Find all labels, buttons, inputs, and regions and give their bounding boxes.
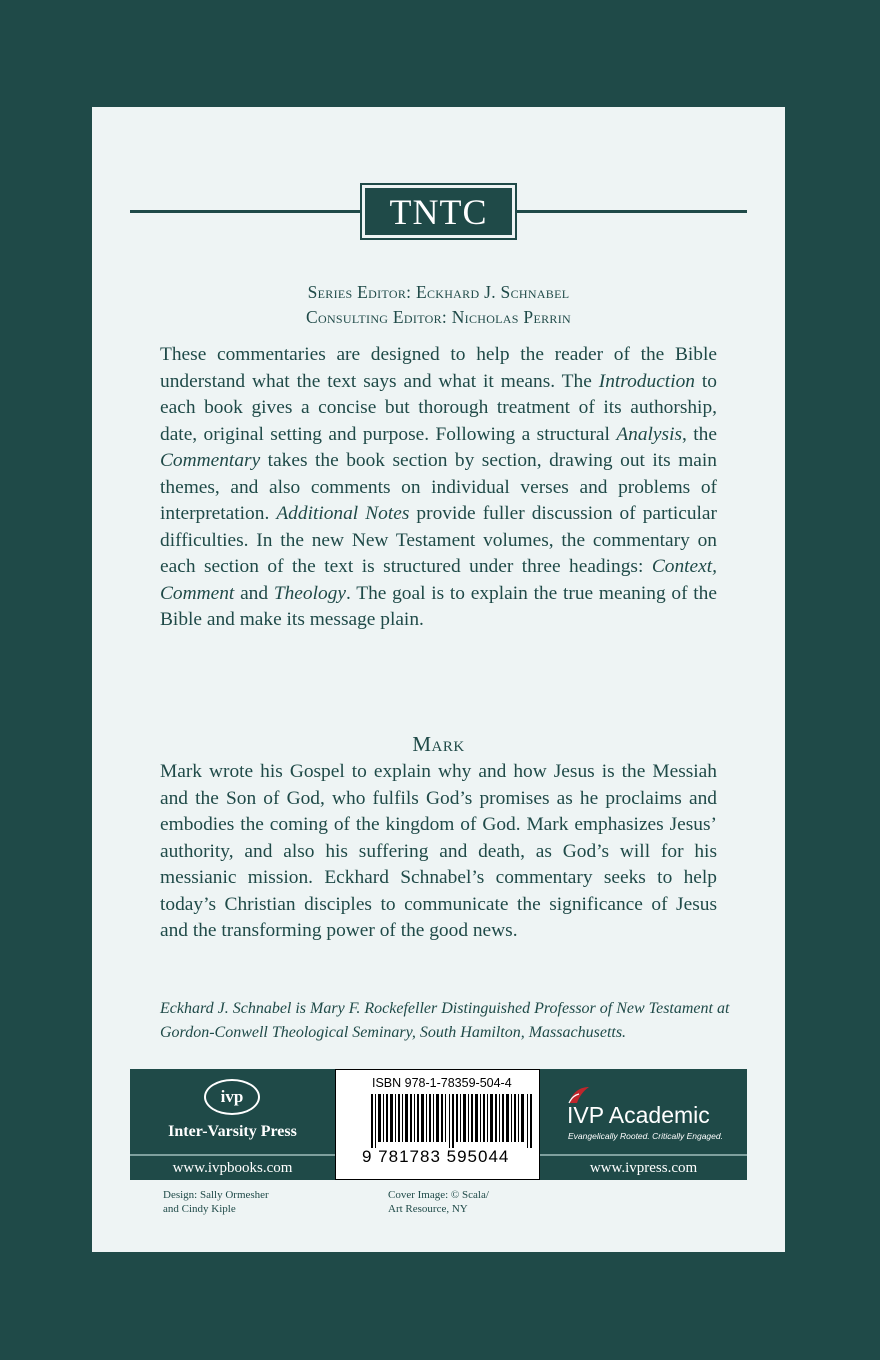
description-emphasis: Additional Notes [276,503,410,524]
description-text: and [234,582,274,604]
design-credit-line: Design: Sally Ormesher [163,1189,269,1201]
header-rule-right [517,210,747,213]
barcode-number: 9 781783 595044 [362,1147,510,1166]
book-blurb: Mark wrote his Gospel to explain why and how Jesus is the Messiah and the Son of God, who fulfils God’s promises as he proclaims and embodies the coming of the kingdom of God. Mark emphasizes Jesus’ authority, and also his suffering and death, as God’s will for his messianic mission. Eckhard Schnabel’s commentary seeks to help today’s Christian disciples to communicate the significance of Jesus and the transforming power of the good news. [160,761,717,941]
cover-credit-line: Cover Image: © Scala/ [388,1189,489,1201]
series-badge [360,183,517,240]
description-emphasis: Theology [273,582,346,604]
description-text: These commentaries are designed to help the reader of the Bible understand what the text says and what it means. The [160,344,717,392]
header-rule-left [130,210,360,213]
description-text: to each book gives a concise but thorough treatment of its authorship, date, original setting and purpose. Following a structural [160,370,717,445]
description-emphasis: Introduction [598,370,695,392]
description-text: , the [682,423,717,445]
design-credit [163,1188,269,1216]
series-editor: Series Editor: Eckhard J. Schnabel [307,282,570,302]
ivp-publisher-name: Inter-Varsity Press [168,1123,297,1140]
description-text: provide fuller discussion of particular difficulties. In the new New Testament volumes, the commentary on each section of the text is structured under three headings: [160,503,718,577]
ivp-logo-icon: ivp [204,1079,260,1115]
book-heading: Mark [412,732,465,756]
description-text: . The goal is to explain the true meaning of the Bible and make its message plain. [160,582,717,630]
description-text: takes the book section by section, drawing out its main themes, and also comments on individual verses and problems of interpretation. [160,450,717,524]
description-emphasis: Analysis [616,423,683,445]
ivp-academic-tagline: Evangelically Rooted. Critically Engaged. [568,1131,723,1141]
barcode-bars [371,1094,533,1148]
ivpress-url: www.ivpress.com [589,1160,698,1176]
consulting-editor: Consulting Editor: Nicholas Perrin [306,307,571,327]
cover-credit-line: Art Resource, NY [388,1203,468,1215]
editors-block [92,280,785,330]
series-description [160,342,717,634]
series-badge-text: TNTC [365,188,512,235]
author-bio: Eckhard J. Schnabel is Mary F. Rockefeller Distinguished Professor of New Testament at Gordon-Conwell Theological Seminary, South Hamilton, Massachusetts. [160,1000,730,1041]
ivp-academic-name: IVP Academic [567,1102,710,1128]
ivp-url: www.ivpbooks.com [172,1160,293,1176]
cover-image-credit [388,1188,489,1216]
description-emphasis: Commentary [160,450,261,471]
description-emphasis: Context, Comment [160,556,717,604]
design-credit-line: and Cindy Kiple [163,1203,236,1215]
isbn-label: ISBN 978-1-78359-504-4 [372,1076,512,1090]
